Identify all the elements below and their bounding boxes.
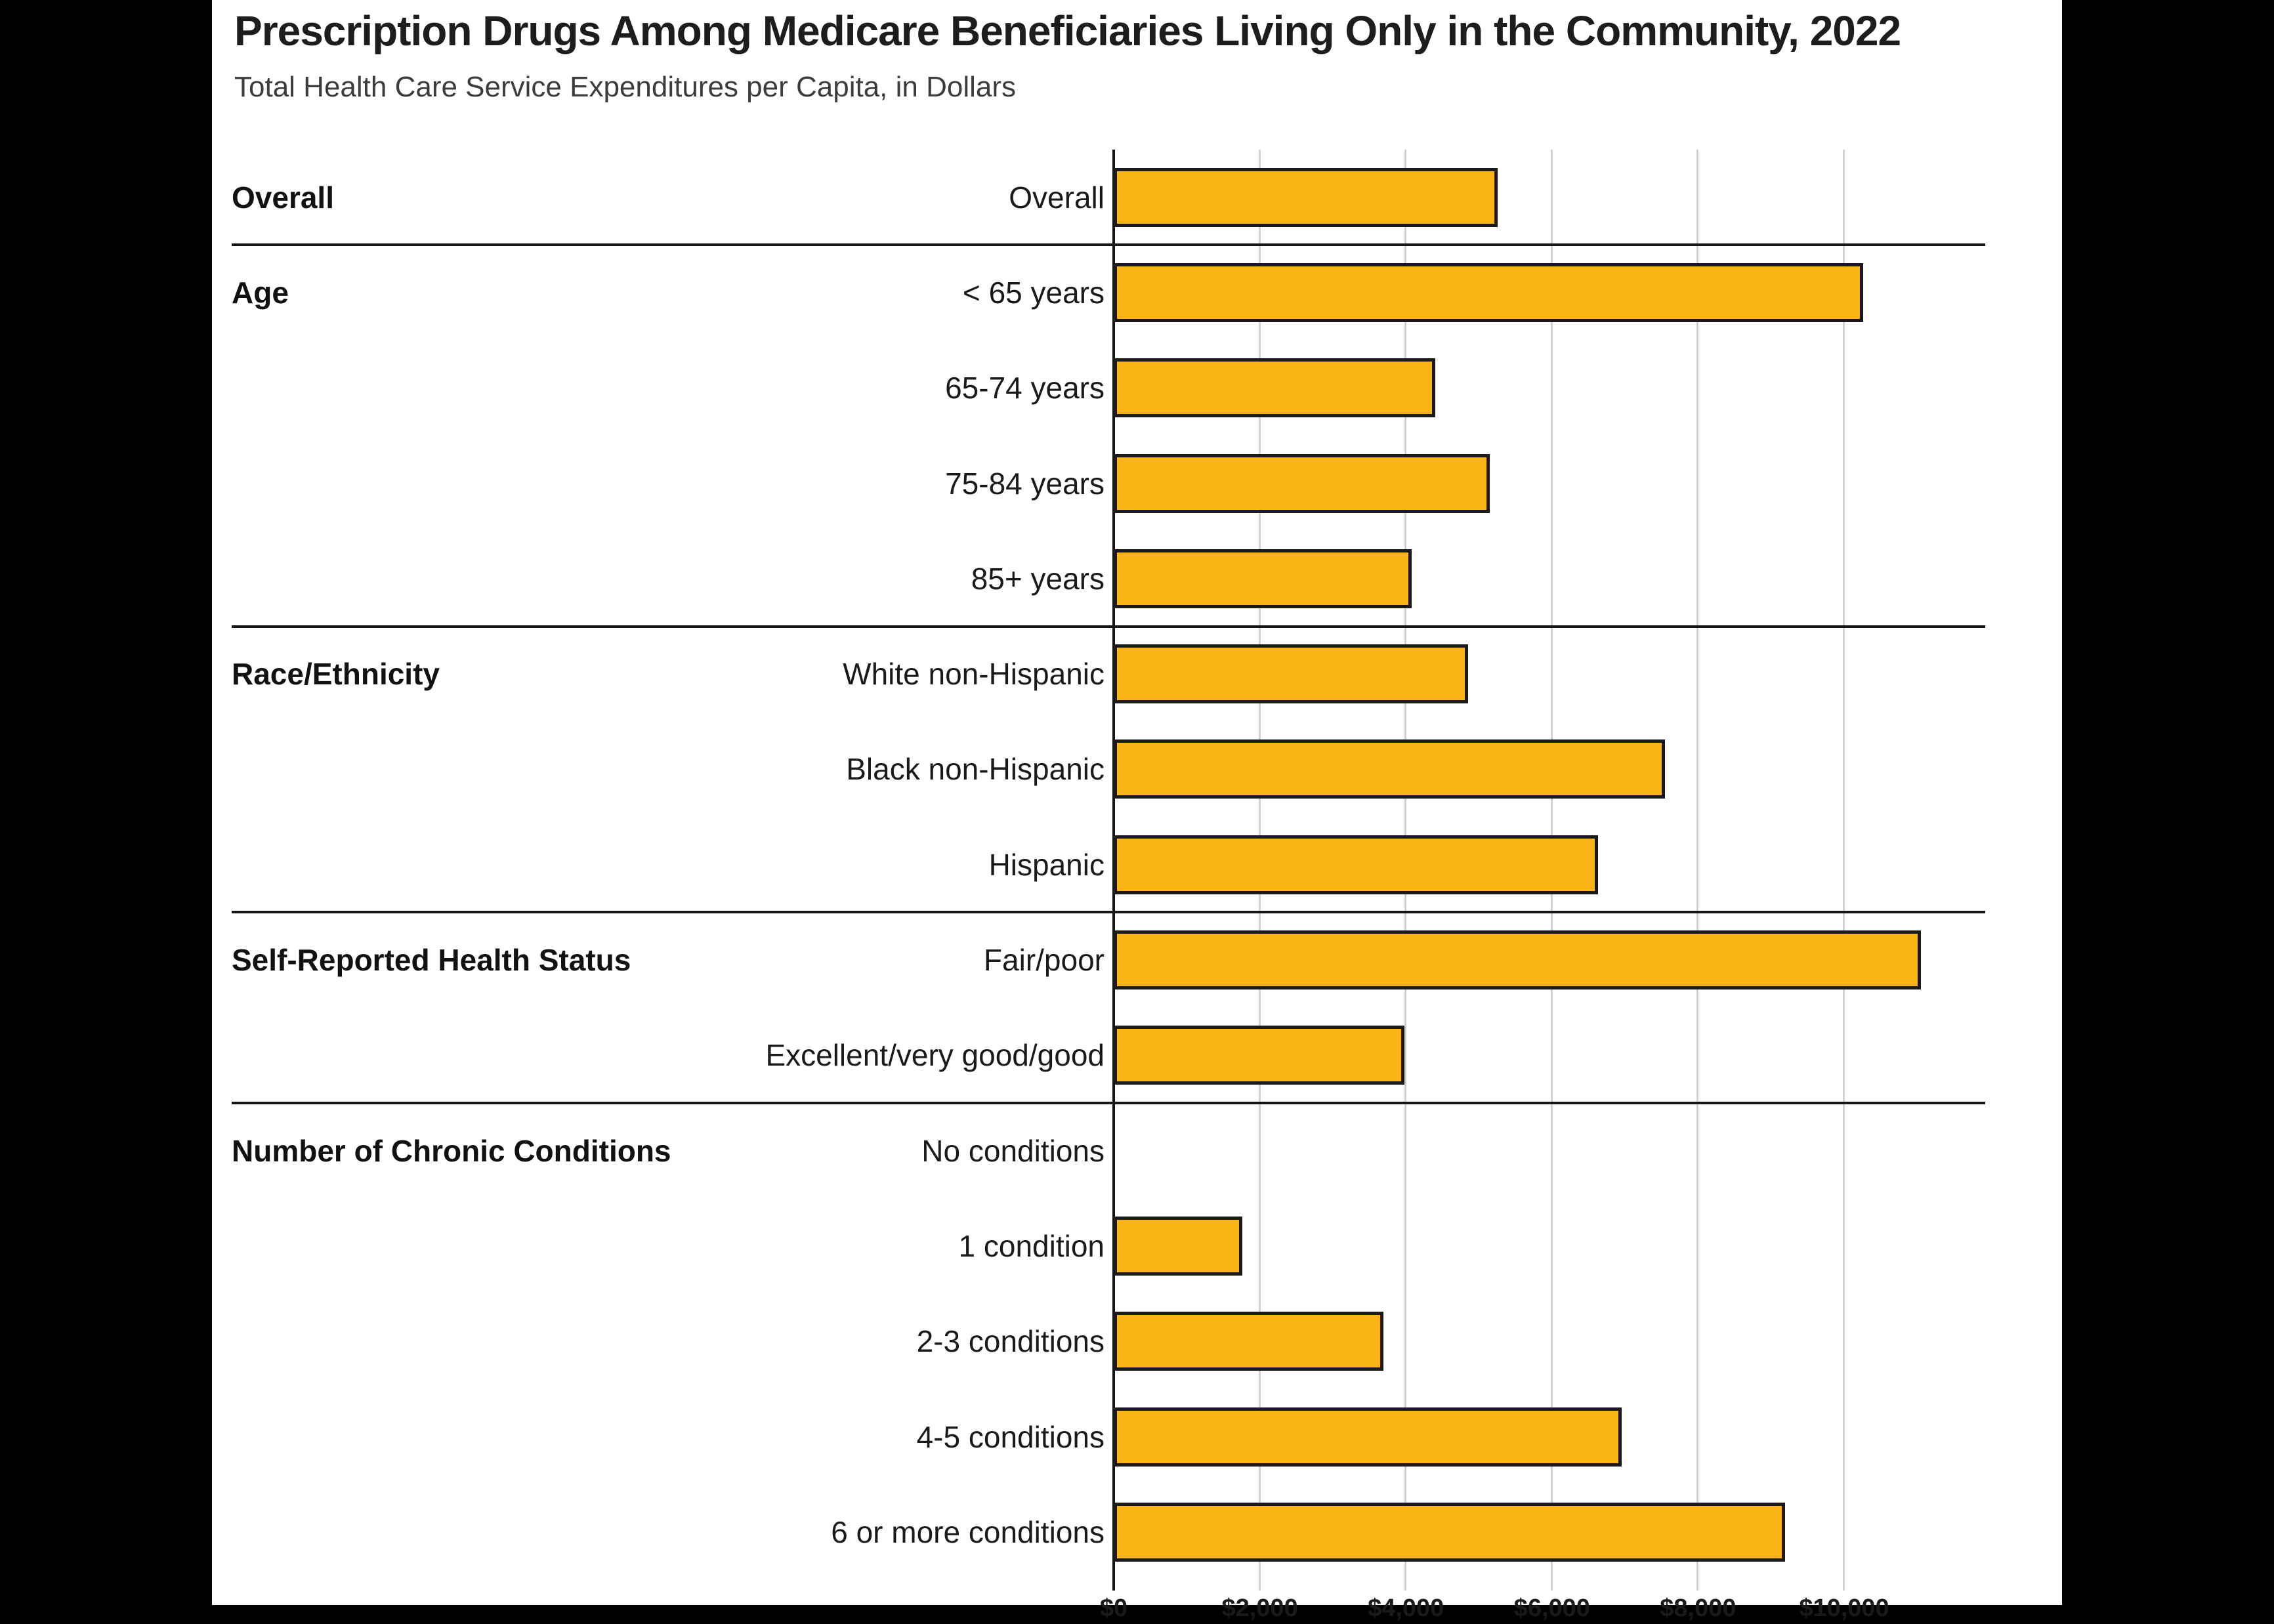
category-label: < 65 years: [962, 275, 1105, 310]
category-label: 1 condition: [958, 1228, 1105, 1263]
group-label: Age: [232, 275, 289, 310]
bar-85-years: [1114, 549, 1412, 608]
x-axis-tick-label: $8,000: [1660, 1594, 1737, 1622]
x-axis-tick-label: $10,000: [1799, 1594, 1889, 1622]
bar-fair-poor: [1114, 930, 1921, 989]
page-subtitle: Total Health Care Service Expenditures per Capita, in Dollars: [234, 71, 1017, 103]
group-label: Overall: [232, 180, 334, 215]
x-axis-tick-label: $4,000: [1368, 1594, 1444, 1622]
group-label: Race/Ethnicity: [232, 657, 440, 692]
page-title: Prescription Drugs Among Medicare Beneficiaries Living Only in the Community, 2022: [234, 7, 1901, 54]
bar-1-condition: [1114, 1217, 1242, 1276]
x-gridline: [1843, 150, 1845, 1591]
bar-black-non-hispanic: [1114, 739, 1665, 799]
category-label: Black non-Hispanic: [846, 752, 1105, 787]
bar-excellent-very-good-good: [1114, 1026, 1404, 1085]
category-label: 65-74 years: [945, 371, 1105, 406]
group-label: Self-Reported Health Status: [232, 943, 631, 978]
category-label: 85+ years: [971, 561, 1105, 596]
category-label: 75-84 years: [945, 466, 1105, 501]
category-label: No conditions: [921, 1133, 1105, 1168]
bar-chart: [212, 0, 2062, 1622]
chart-panel: [212, 0, 2062, 1622]
category-label: Hispanic: [988, 847, 1105, 882]
bar-65-74-years: [1114, 358, 1435, 417]
x-axis-tick-label: $6,000: [1513, 1594, 1590, 1622]
x-axis-tick-label: $0: [1099, 1594, 1128, 1622]
x-gridline: [1696, 150, 1698, 1591]
category-label: White non-Hispanic: [843, 657, 1105, 692]
bar-4-5-conditions: [1114, 1407, 1622, 1467]
x-axis-tick-label: $2,000: [1221, 1594, 1298, 1622]
category-label: Fair/poor: [983, 943, 1105, 978]
bar-6-or-more-conditions: [1114, 1503, 1785, 1562]
bar--65-years: [1114, 263, 1863, 322]
bar-overall: [1114, 168, 1498, 227]
category-label: 2-3 conditions: [916, 1324, 1105, 1359]
bar-2-3-conditions: [1114, 1312, 1383, 1371]
category-label: Overall: [1009, 180, 1105, 215]
group-label: Number of Chronic Conditions: [232, 1133, 671, 1168]
category-label: 6 or more conditions: [831, 1514, 1105, 1549]
category-label: 4-5 conditions: [916, 1419, 1105, 1454]
bar-75-84-years: [1114, 454, 1490, 513]
bar-hispanic: [1114, 835, 1598, 894]
bar-white-non-hispanic: [1114, 644, 1468, 703]
category-label: Excellent/very good/good: [765, 1038, 1105, 1073]
